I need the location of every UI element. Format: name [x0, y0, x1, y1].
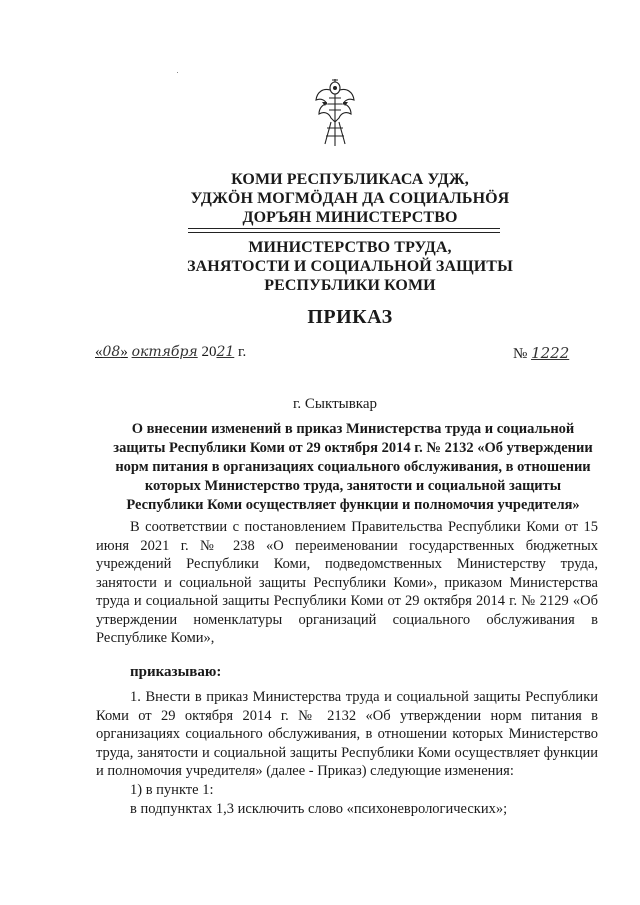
subject-line: норм питания в организациях социального обслуживания, в отношении: [115, 459, 591, 475]
preamble-paragraph: В соответствии с постановлением Правительства Республики Коми от 15 июня 2021 г. № 238 «О переименовании государственных бюджетных учреждений Республики Коми, подведомственных Министерству труда, занятости и социальной защиты Республики Коми», приказом Министерства труда и социальной защиты Республики Коми от 29 октября 2014 г. № 2129 «Об утверждении номенклатуры организаций социального обслуживания в Республике Коми»,: [96, 519, 598, 646]
scan-speck: [177, 72, 178, 73]
subject-line: защиты Республики Коми от 29 октября 2014 г. № 2132 «Об утверждении: [113, 440, 593, 456]
header-komi-line: КОМИ РЕСПУБЛИКАСА УДЖ,: [231, 171, 469, 188]
date-month: октября: [131, 344, 198, 360]
date-year-prefix: 20: [201, 344, 217, 360]
subject-line: Республики Коми осуществляет функции и полномочия учредителя»: [126, 497, 580, 513]
komi-coat-of-arms-icon: [313, 78, 357, 148]
header-komi-line: УДЖӦН МОГМӦДАН ДА СОЦИАЛЬНӦЯ: [190, 190, 510, 207]
order-subject: [108, 420, 598, 515]
date-day: 08: [102, 344, 121, 360]
subitem-1-heading: 1) в пункте 1:: [130, 782, 214, 798]
header-ru-line: МИНИСТЕРСТВО ТРУДА,: [248, 239, 452, 256]
order-number: [513, 344, 569, 363]
header-komi: [30, 170, 640, 227]
header-ru-line: ЗАНЯТОСТИ И СОЦИАЛЬНОЙ ЗАЩИТЫ: [187, 258, 513, 275]
date-close-quote: »: [120, 344, 128, 360]
header-divider-bottom: [188, 232, 500, 233]
order-date: [95, 344, 246, 361]
document-type-title: ПРИКАЗ: [307, 306, 393, 328]
subject-line: О внесении изменений в приказ Министерства труда и социальной: [131, 421, 575, 437]
item-1-paragraph: 1. Внести в приказ Министерства труда и социальной защиты Республики Коми от 29 октября 2014 г. № 2132 «Об утверждении норм питания в организациях социального обслуживания, в отношении которых Министерство труда, занятости и социальной защиты Республики Коми осуществляет функции и полномочия учредителя» (далее - Приказ) следующие изменения:: [96, 689, 598, 779]
decree-word: приказываю:: [130, 664, 222, 680]
date-suffix: г.: [238, 344, 247, 360]
header-divider-top: [188, 228, 500, 229]
city-name: г. Сыктывкар: [292, 396, 378, 412]
number-prefix: №: [513, 346, 528, 362]
number-value: 1222: [531, 344, 570, 362]
date-year-suffix: 21: [216, 344, 235, 360]
header-ru-line: РЕСПУБЛИКИ КОМИ: [264, 277, 436, 294]
date-open-quote: «: [95, 344, 103, 360]
header-russian: [30, 238, 640, 295]
subitem-1-text: в подпунктах 1,3 исключить слово «психоневрологических»;: [130, 801, 508, 817]
header-komi-line: ДОРЪЯН МИНИСТЕРСТВО: [242, 209, 458, 226]
subject-line: которых Министерство труда, занятости и социальной защиты: [144, 478, 562, 494]
